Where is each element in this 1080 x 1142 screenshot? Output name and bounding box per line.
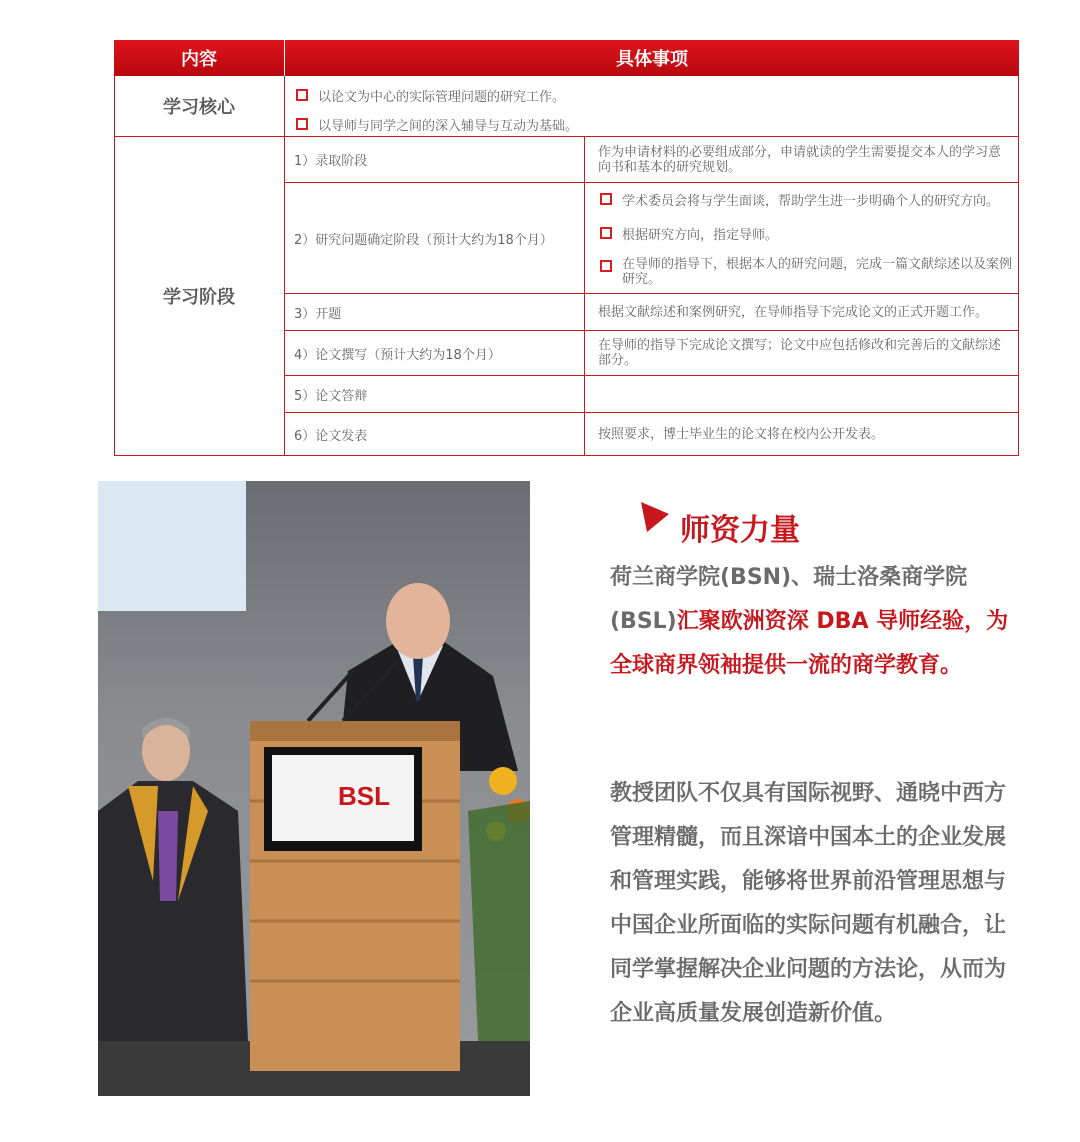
table-border — [284, 76, 285, 456]
bullet-icon — [600, 260, 612, 272]
bullet-icon — [600, 193, 612, 205]
core-label: 学习核心 — [163, 97, 235, 118]
stage-cell: 4）论文撰写（预计大约为18个月） — [294, 347, 501, 363]
stage-cell: 3）开题 — [294, 306, 342, 322]
faculty-intro: 荷兰商学院(BSN)、瑞士洛桑商学院(BSL)汇聚欧洲资深 DBA 导师经验，为全球商界领袖提供一流的商学教育。 — [610, 565, 1009, 678]
bullet-icon — [296, 89, 308, 101]
flower-arrangement — [468, 801, 530, 1041]
desc-cell: 按照要求，博士毕业生的论文将在校内公开发表。 — [598, 426, 885, 442]
desc-point: 在导师的指导下，根据本人的研究问题，完成一篇文献综述以及案例研究。 — [600, 257, 1015, 287]
core-point: 以导师与同学之间的深入辅导与互动为基础。 — [296, 115, 578, 134]
section-title: 师资力量 — [680, 513, 800, 548]
ceremony-photo — [98, 481, 530, 1096]
table-border — [584, 136, 585, 456]
stages-label: 学习阶段 — [163, 287, 235, 308]
core-point: 以论文为中心的实际管理问题的研究工作。 — [296, 86, 565, 105]
projection-screen — [98, 481, 246, 611]
table-border — [1018, 76, 1019, 456]
stage-cell: 6）论文发表 — [294, 428, 368, 444]
stage-cell: 1）录取阶段 — [294, 154, 368, 169]
desc-cell — [598, 376, 1013, 412]
monitor-logo-text: BSL — [338, 781, 390, 811]
header-content: 内容 — [114, 40, 284, 76]
bullet-icon — [600, 227, 612, 239]
study-table — [114, 40, 1019, 456]
bullet-icon — [296, 118, 308, 130]
play-arrow-icon — [637, 500, 673, 536]
ceremony-illustration — [98, 481, 530, 1096]
stage-cell: 5）论文答辩 — [294, 388, 368, 404]
desc-cell: 根据文献综述和案例研究，在导师指导下完成论文的正式开题工作。 — [598, 304, 989, 320]
desc-point: 根据研究方向，指定导师。 — [600, 224, 1015, 243]
header-details: 具体事项 — [285, 40, 1019, 76]
stage-cell: 2）研究问题确定阶段（预计大约为18个月） — [294, 232, 553, 248]
speaker-face — [386, 583, 450, 659]
desc-cell: 在导师的指导下完成论文撰写；论文中应包括修改和完善后的文献综述部分。 — [598, 338, 1002, 368]
desc-point: 学术委员会将与学生面谈，帮助学生进一步明确个人的研究方向。 — [600, 190, 1015, 209]
desc-cell: 作为申请材料的必要组成部分，申请就读的学生需要提交本人的学习意向书和基本的研究规划。 — [598, 144, 1002, 175]
faculty-highlight: 汇聚欧洲资深 DBA 导师经验，为全球商界领袖提供一流的商学教育。 — [610, 609, 1009, 678]
faculty-description: 教授团队不仅具有国际视野、通晓中西方管理精髓，而且深谙中国本土的企业发展和管理实践，能够将世界前沿管理思想与中国企业所面临的实际问题有机融合，让同学掌握解决企业问题的方法论，从而为企业高质量发展创造新价值。 — [610, 781, 1007, 1026]
